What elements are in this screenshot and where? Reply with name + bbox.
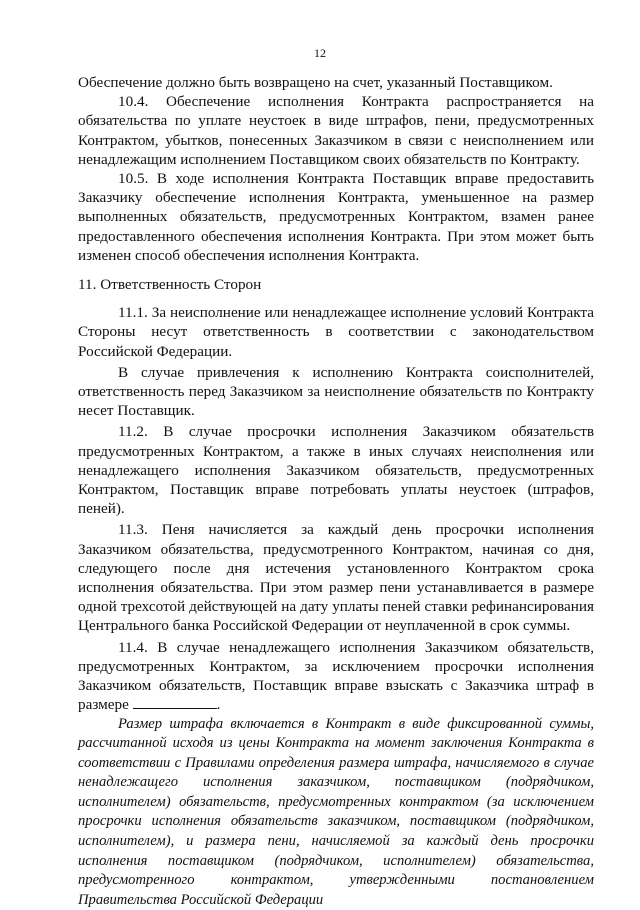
page-number: 12 — [0, 44, 640, 63]
paragraph-security-return: Обеспечение должно быть возвращено на счет, указанный Поставщиком. — [78, 73, 594, 92]
paragraph-subcontractors: В случае привлечения к исполнению Контракта соисполнителей, ответственность перед Заказчиком за неисполнение обязательств по Контракту несет Поставщик. — [78, 363, 594, 421]
paragraph-11-4-end: . — [217, 696, 221, 713]
paragraph-11-4-text: 11.4. В случае ненадлежащего исполнения Заказчиком обязательств, предусмотренных Контрактом, за исключением просрочки исполнения Заказчиком обязательств, Поставщик вправе взыскать с Заказчика штраф в размере — [78, 639, 594, 714]
paragraph-11-2: 11.2. В случае просрочки исполнения Заказчиком обязательств предусмотренных Контрактом, а также в иных случаях неисполнения или ненадлежащего исполнения Заказчиком обязательств, предусмотренных Контрактом, Поставщик вправе потребовать уплаты неустоек (штрафов, пеней). — [78, 422, 594, 518]
paragraph-10-5: 10.5. В ходе исполнения Контракта Поставщик вправе предоставить Заказчику обеспечение исполнения Контракта, уменьшенное на размер выполненных обязательств, предусмотренных Контрактом, взамен ранее предоставленного обеспечения исполнения Контракта. При этом может быть изменен способ обеспечения исполнения Контракта. — [78, 169, 594, 265]
paragraph-11-3: 11.3. Пеня начисляется за каждый день просрочки исполнения Заказчиком обязательства, предусмотренного Контрактом, начиная со дня, следующего после дня истечения установленного Контрактом срока исполнения обязательства. При этом размер пени устанавливается в размере одной трехсотой действующей на дату уплаты пеней ставки рефинансирования Центрального банка Российской Федерации от неуплаченной в срок суммы. — [78, 520, 594, 635]
paragraph-11-4 — [78, 638, 594, 715]
document-body — [78, 73, 594, 910]
paragraph-11-1: 11.1. За неисполнение или ненадлежащее исполнение условий Контракта Стороны несут ответственность в соответствии с законодательством Российской Федерации. — [78, 303, 594, 361]
paragraph-10-4: 10.4. Обеспечение исполнения Контракта распространяется на обязательства по уплате неустоек в виде штрафов, пени, предусмотренных Контрактом, убытков, понесенных Заказчиком в связи с неисполнением или ненадлежащим исполнением Поставщиком своих обязательств по Контракту. — [78, 92, 594, 169]
paragraph-fine-note-italic: Размер штрафа включается в Контракт в виде фиксированной суммы, рассчитанной исходя из цены Контракта на момент заключения Контракта в соответствии с Правилами определения размера штрафа, начисляемого в случае ненадлежащего исполнения заказчиком, поставщиком (подрядчиком, исполнителем) обязательств, предусмотренных контрактом (за исключением просрочки исполнения обязательств заказчиком, поставщиком (подрядчиком, исполнителем), и размера пени, начисляемой за каждый день просрочки исполнения поставщиком (подрядчиком, исполнителем) обязательства, предусмотренного контрактом, утвержденными постановлением Правительства Российской Федерации — [78, 715, 594, 910]
section-heading-11: 11. Ответственность Сторон — [78, 275, 594, 294]
fine-amount-blank — [133, 695, 217, 709]
